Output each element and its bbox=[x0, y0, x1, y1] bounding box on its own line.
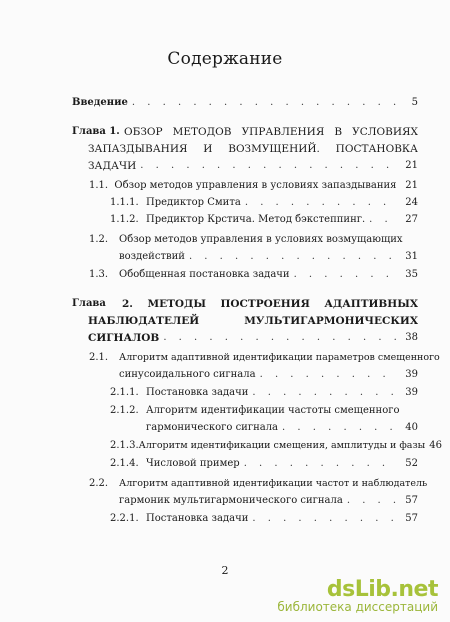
section-title: Постановка задачи bbox=[146, 513, 249, 524]
toc-page: 46 bbox=[429, 440, 442, 451]
toc-page: 57 bbox=[405, 495, 418, 506]
toc-page: 38 bbox=[405, 332, 418, 343]
toc-page: 57 bbox=[405, 513, 418, 524]
leader-dots bbox=[282, 422, 398, 434]
chapter-title-line-3 bbox=[88, 160, 418, 172]
chapter-title-line-3 bbox=[88, 332, 418, 344]
section-title-line-2 bbox=[119, 369, 418, 381]
section-title: Постановка задачи bbox=[146, 387, 249, 398]
section-number: 2.1. bbox=[89, 352, 109, 363]
section-title-text: синусоидального сигнала bbox=[119, 369, 256, 380]
section-number: 1.1.2. bbox=[110, 214, 139, 225]
section-title-text: гармоник мультигармонического сигнала bbox=[119, 495, 343, 506]
toc-entry-2-2-1[interactable] bbox=[110, 513, 418, 525]
toc-page: 39 bbox=[405, 387, 418, 398]
section-title-text: воздействий bbox=[119, 251, 185, 262]
section-number: 1.1.1. bbox=[110, 197, 139, 208]
section-title-line-2 bbox=[119, 495, 418, 507]
chapter-title-line-1: 2. МЕТОДЫ ПОСТРОЕНИЯ АДАПТИВНЫХ bbox=[122, 298, 418, 310]
toc-entry-1-1-2[interactable] bbox=[110, 214, 418, 226]
section-title: Числовой пример bbox=[146, 458, 240, 469]
leader-dots bbox=[369, 214, 398, 226]
toc-entry-2-1-4[interactable] bbox=[110, 458, 418, 470]
toc-entry-1-3[interactable] bbox=[89, 269, 418, 281]
toc-entry-2-1-1[interactable] bbox=[110, 387, 418, 399]
chapter-label: Глава bbox=[72, 298, 106, 309]
chapter-label: Глава 1. bbox=[72, 126, 120, 137]
leader-dots bbox=[252, 513, 398, 525]
section-title-line-1: Алгоритм адаптивной идентификации параметров смещенного bbox=[119, 352, 440, 363]
section-number: 2.2. bbox=[89, 478, 109, 489]
page-number: 2 bbox=[221, 564, 229, 577]
leader-dots bbox=[189, 251, 398, 263]
section-title-text: гармонического сигнала bbox=[146, 422, 279, 433]
section-number: 2.1.1. bbox=[110, 387, 139, 398]
leader-dots bbox=[252, 387, 398, 399]
toc-page: 39 bbox=[405, 369, 418, 380]
chapter-title-text: СИГНАЛОВ bbox=[88, 332, 160, 344]
section-title-line-2 bbox=[119, 251, 418, 263]
toc-label: Введение bbox=[72, 97, 128, 108]
toc-page: 27 bbox=[405, 214, 418, 225]
toc-page: 21 bbox=[405, 160, 418, 171]
section-number: 1.3. bbox=[89, 269, 109, 280]
section-title: Предиктор Смита bbox=[146, 197, 241, 208]
toc-entry-1-1[interactable] bbox=[89, 180, 418, 192]
section-title-line-1: Обзор методов управления в условиях возмущающих bbox=[119, 234, 403, 245]
section-title: Обобщенная постановка задачи bbox=[119, 269, 290, 280]
toc-page: 35 bbox=[405, 269, 418, 280]
leader-dots bbox=[260, 369, 398, 381]
section-number: 1.2. bbox=[89, 234, 109, 245]
leader-dots bbox=[132, 97, 398, 109]
watermark-subtitle: библиотека диссертаций bbox=[277, 600, 438, 614]
leader-dots bbox=[294, 269, 398, 281]
chapter-title-line-1: ОБЗОР МЕТОДОВ УПРАВЛЕНИЯ В УСЛОВИЯХ bbox=[124, 126, 418, 138]
toc-page: 52 bbox=[405, 458, 418, 469]
section-title-line-1: Алгоритм идентификации частоты смещенного bbox=[146, 405, 400, 416]
leader-dots bbox=[245, 197, 398, 209]
page-title: Содержание bbox=[167, 49, 283, 69]
section-number: 2.1.4. bbox=[110, 458, 139, 469]
leader-dots bbox=[140, 160, 398, 172]
watermark-logo: dsLib.net bbox=[326, 577, 438, 602]
toc-entry-1-1-1[interactable] bbox=[110, 197, 418, 209]
toc-page: 24 bbox=[405, 197, 418, 208]
watermark bbox=[277, 579, 438, 614]
toc-page: 21 bbox=[405, 180, 418, 191]
section-number: 2.2.1. bbox=[110, 513, 139, 524]
section-title: Алгоритм идентификации смещения, амплитуды и фазы bbox=[138, 440, 426, 451]
section-title-line-1: Алгоритм адаптивной идентификации частот и наблюдатель bbox=[119, 478, 428, 489]
toc-entry-2-1-3[interactable] bbox=[110, 440, 442, 452]
toc-entry-intro[interactable] bbox=[72, 97, 418, 109]
toc-page: 31 bbox=[405, 251, 418, 262]
section-title: Предиктор Крстича. Метод бэкстеппинг. bbox=[146, 214, 366, 225]
chapter-title-text: ЗАДАЧИ bbox=[88, 160, 137, 172]
chapter-title-line-2: ЗАПАЗДЫВАНИЯ И ВОЗМУЩЕНИЙ. ПОСТАНОВКА bbox=[88, 143, 418, 155]
toc-page: 5 bbox=[411, 97, 418, 108]
section-number: 2.1.3. bbox=[110, 440, 139, 451]
section-title-line-2 bbox=[146, 422, 418, 434]
section-title: Обзор методов управления в условиях запаздывания bbox=[114, 180, 397, 191]
toc-page: 40 bbox=[405, 422, 418, 433]
section-number: 2.1.2. bbox=[110, 405, 139, 416]
chapter-title-line-2: НАБЛЮДАТЕЛЕЙ МУЛЬТИГАРМОНИЧЕСКИХ bbox=[88, 315, 418, 327]
leader-dots bbox=[244, 458, 398, 470]
leader-dots bbox=[347, 495, 398, 507]
leader-dots bbox=[163, 332, 398, 344]
section-number: 1.1. bbox=[89, 180, 109, 191]
